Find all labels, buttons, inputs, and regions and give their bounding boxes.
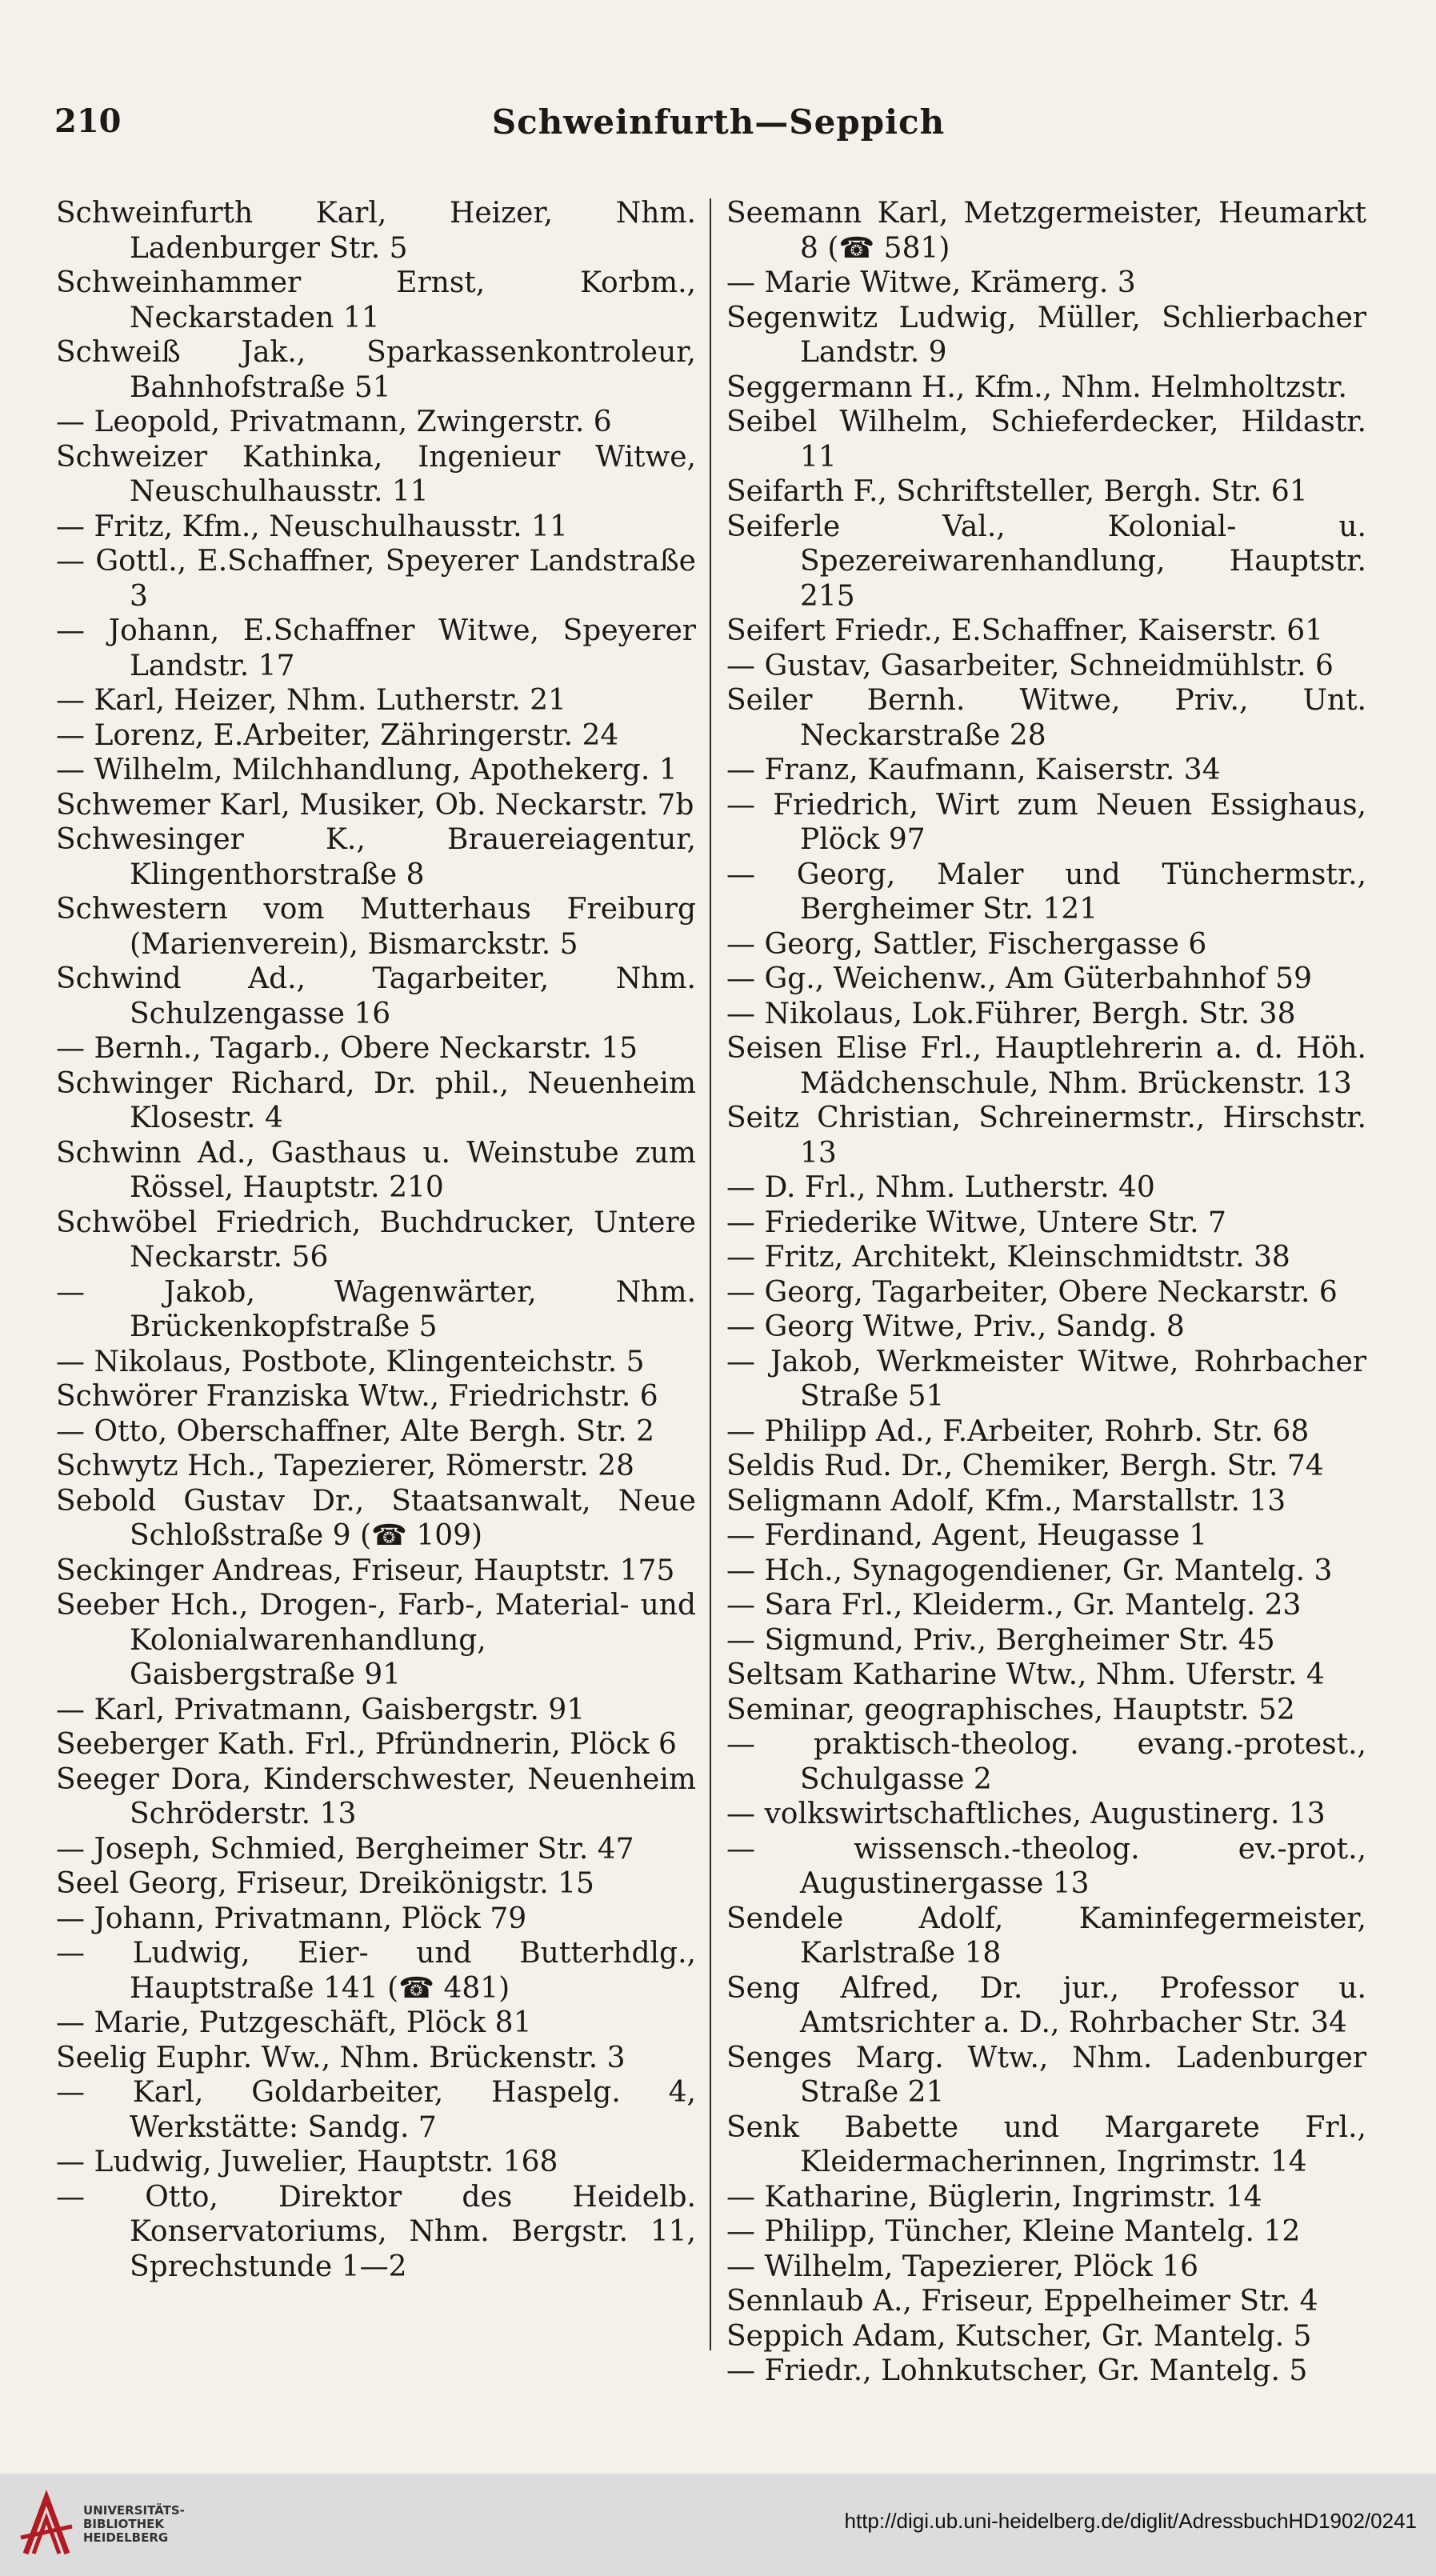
directory-entry: Sendele Adolf, Kaminfegermeister, Karlstraße 18 [726, 1902, 1366, 1970]
footer-bar [0, 2474, 1436, 2576]
directory-entry: — Sara Frl., Kleiderm., Gr. Mantelg. 23 [726, 1589, 1302, 1622]
directory-entry: — Karl, Privatmann, Gaisbergstr. 91 [56, 1693, 586, 1726]
directory-entry: Schwinger Richard, Dr. phil., Neuenheim Klosestr. 4 [56, 1066, 696, 1134]
source-url-link[interactable]: http://digi.ub.uni-heidelberg.de/diglit/AdressbuchHD1902/0241 [844, 2509, 1417, 2533]
directory-entry: — Otto, Oberschaffner, Alte Bergh. Str. 2 [56, 1414, 655, 1448]
page-number: 210 [54, 102, 122, 140]
directory-entry: — Georg Witwe, Priv., Sandg. 8 [726, 1310, 1185, 1343]
directory-entry: — Katharine, Büglerin, Ingrimstr. 14 [726, 2180, 1262, 2214]
directory-entry: — D. Frl., Nhm. Lutherstr. 40 [726, 1171, 1155, 1204]
directory-entry: — volkswirtschaftliches, Augustinerg. 13 [726, 1798, 1326, 1830]
directory-entry: — Gustav, Gasarbeiter, Schneidmühlstr. 6 [726, 649, 1334, 682]
directory-entry: — Nikolaus, Lok.Führer, Bergh. Str. 38 [726, 997, 1296, 1030]
directory-entry: — Wilhelm, Milchhandlung, Apothekerg. 1 [56, 754, 678, 786]
directory-entry: Senges Marg. Wtw., Nhm. Ladenburger Straße 21 [726, 2041, 1366, 2109]
directory-entry: Seng Alfred, Dr. jur., Professor u. Amtsrichter a. D., Rohrbacher Str. 34 [726, 1971, 1366, 2039]
directory-entry: — Friederike Witwe, Untere Str. 7 [726, 1206, 1226, 1239]
directory-entry: — Gottl., E.Schaffner, Speyerer Landstraße 3 [56, 545, 696, 613]
directory-entry: Schweinhammer Ernst, Korbm., Neckarstaden 11 [56, 266, 696, 334]
directory-entry: Senk Babette und Margarete Frl., Kleidermacherinnen, Ingrimstr. 14 [726, 2110, 1366, 2178]
running-head: Schweinfurth—Seppich [491, 102, 946, 142]
directory-entry: — Franz, Kaufmann, Kaiserstr. 34 [726, 754, 1221, 786]
library-name-line-1: UNIVERSITÄTS- [83, 2503, 185, 2518]
directory-entry: — Philipp, Tüncher, Kleine Mantelg. 12 [726, 2215, 1301, 2248]
directory-entry: Sebold Gustav Dr., Staatsanwalt, Neue Schloßstraße 9 (☎ 109) [56, 1484, 696, 1552]
directory-entry: — Ludwig, Juwelier, Hauptstr. 168 [56, 2146, 558, 2178]
directory-entry: Seeberger Kath. Frl., Pfründnerin, Plöck 6 [56, 1728, 677, 1761]
directory-entry: — Leopold, Privatmann, Zwingerstr. 6 [56, 406, 612, 438]
directory-entry: Schwöbel Friedrich, Buchdrucker, Untere Neckarstr. 56 [56, 1206, 696, 1274]
right-column [726, 196, 1366, 2389]
directory-entry: — Jakob, Werkmeister Witwe, Rohrbacher Straße 51 [726, 1345, 1366, 1413]
library-name-line-3: HEIDELBERG [83, 2530, 169, 2545]
library-name [83, 2504, 185, 2545]
directory-entry: Seiler Bernh. Witwe, Priv., Unt. Neckarstraße 28 [726, 684, 1366, 752]
directory-entry: Seeber Hch., Drogen-, Farb-, Material- und Kolonialwarenhandlung, Gaisbergstraße 91 [56, 1589, 696, 1691]
directory-entry: Schwörer Franziska Wtw., Friedrichstr. 6 [56, 1380, 658, 1413]
directory-entry: — Georg, Maler und Tünchermstr., Bergheimer Str. 121 [726, 858, 1366, 926]
directory-entry: — Friedr., Lohnkutscher, Gr. Mantelg. 5 [726, 2354, 1308, 2387]
directory-entry: — praktisch-theolog. evang.-protest., Schulgasse 2 [726, 1728, 1366, 1796]
column-divider [710, 198, 711, 2350]
directory-entry: — Georg, Tagarbeiter, Obere Neckarstr. 6 [726, 1275, 1338, 1309]
directory-entry: — Fritz, Kfm., Neuschulhausstr. 11 [56, 510, 568, 543]
directory-entry: — Friedrich, Wirt zum Neuen Essighaus, Plöck 97 [726, 788, 1366, 856]
library-name-line-2: BIBLIOTHEK [83, 2517, 164, 2531]
page-header [54, 102, 1382, 150]
directory-entry: Schwesinger K., Brauereiagentur, Klingenthorstraße 8 [56, 823, 696, 891]
directory-entry: Seggermann H., Kfm., Nhm. Helmholtzstr. [726, 370, 1347, 404]
directory-entry: — Joseph, Schmied, Bergheimer Str. 47 [56, 1832, 634, 1866]
directory-entry: Seckinger Andreas, Friseur, Hauptstr. 175 [56, 1554, 675, 1587]
directory-entry: — Lorenz, E.Arbeiter, Zähringerstr. 24 [56, 718, 619, 752]
directory-entry: — Wilhelm, Tapezierer, Plöck 16 [726, 2250, 1198, 2283]
directory-entry: Seppich Adam, Kutscher, Gr. Mantelg. 5 [726, 2319, 1312, 2353]
university-library-logo-icon [18, 2490, 75, 2560]
left-column [56, 196, 696, 2284]
directory-entry: — Marie, Putzgeschäft, Plöck 81 [56, 2006, 532, 2039]
directory-entry: Schweizer Kathinka, Ingenieur Witwe, Neuschulhausstr. 11 [56, 440, 696, 508]
directory-entry: Seligmann Adolf, Kfm., Marstallstr. 13 [726, 1484, 1286, 1518]
directory-entry: — Marie Witwe, Krämerg. 3 [726, 266, 1136, 299]
directory-entry: — Sigmund, Priv., Bergheimer Str. 45 [726, 1623, 1275, 1657]
directory-entry: Schwinn Ad., Gasthaus u. Weinstube zum Rössel, Hauptstr. 210 [56, 1136, 696, 1204]
directory-entry: Seltsam Katharine Wtw., Nhm. Uferstr. 4 [726, 1658, 1325, 1691]
directory-entry: Schweinfurth Karl, Heizer, Nhm. Ladenburger Str. 5 [56, 197, 696, 265]
directory-entry: Seiferle Val., Kolonial- u. Spezereiwarenhandlung, Hauptstr. 215 [726, 510, 1366, 613]
directory-entry: Seibel Wilhelm, Schieferdecker, Hildastr. 11 [726, 406, 1366, 474]
directory-entry: Seemann Karl, Metzgermeister, Heumarkt 8 (☎ 581) [726, 197, 1366, 265]
directory-entry: Sennlaub A., Friseur, Eppelheimer Str. 4 [726, 2285, 1318, 2318]
directory-entry: Schwind Ad., Tagarbeiter, Nhm. Schulzengasse 16 [56, 962, 696, 1030]
directory-entry: Seifert Friedr., E.Schaffner, Kaiserstr. 61 [726, 614, 1324, 647]
directory-entry: — Gg., Weichenw., Am Güterbahnhof 59 [726, 962, 1312, 995]
directory-entry: — Bernh., Tagarb., Obere Neckarstr. 15 [56, 1032, 638, 1065]
directory-entry: Schwestern vom Mutterhaus Freiburg (Marienverein), Bismarckstr. 5 [56, 893, 696, 961]
directory-entry: Seisen Elise Frl., Hauptlehrerin a. d. Höh. Mädchenschule, Nhm. Brückenstr. 13 [726, 1032, 1366, 1100]
directory-entry: Seldis Rud. Dr., Chemiker, Bergh. Str. 74 [726, 1450, 1324, 1482]
directory-entry: — Hch., Synagogendiener, Gr. Mantelg. 3 [726, 1554, 1333, 1587]
directory-entry: — Johann, E.Schaffner Witwe, Speyerer Landstr. 17 [56, 614, 696, 682]
directory-entry: — Karl, Heizer, Nhm. Lutherstr. 21 [56, 684, 566, 717]
directory-entry: — Ludwig, Eier- und Butterhdlg., Hauptstraße 141 (☎ 481) [56, 1937, 696, 2005]
directory-entry: — wissensch.-theolog. ev.-prot., Augustinergasse 13 [726, 1832, 1366, 1900]
directory-entry: Schwytz Hch., Tapezierer, Römerstr. 28 [56, 1450, 634, 1482]
directory-entry: Seeger Dora, Kinderschwester, Neuenheim Schröderstr. 13 [56, 1762, 696, 1830]
directory-entry: — Nikolaus, Postbote, Klingenteichstr. 5 [56, 1345, 645, 1378]
directory-entry: Segenwitz Ludwig, Müller, Schlierbacher Landstr. 9 [726, 301, 1366, 369]
directory-entry: Seminar, geographisches, Hauptstr. 52 [726, 1693, 1295, 1726]
directory-entry: — Johann, Privatmann, Plöck 79 [56, 1902, 527, 1935]
directory-entry: Seelig Euphr. Ww., Nhm. Brückenstr. 3 [56, 2041, 626, 2074]
directory-entry: — Otto, Direktor des Heidelb. Konservatoriums, Nhm. Bergstr. 11, Sprechstunde 1—2 [56, 2180, 696, 2283]
directory-entry: Seitz Christian, Schreinermstr., Hirschstr. 13 [726, 1102, 1366, 1170]
directory-entry: — Jakob, Wagenwärter, Nhm. Brückenkopfstraße 5 [56, 1275, 696, 1343]
directory-entry: — Georg, Sattler, Fischergasse 6 [726, 927, 1207, 961]
directory-entry: — Ferdinand, Agent, Heugasse 1 [726, 1519, 1208, 1552]
directory-entry: Seifarth F., Schriftsteller, Bergh. Str. 61 [726, 475, 1308, 508]
directory-entry: Schwemer Karl, Musiker, Ob. Neckarstr. 7b [56, 788, 694, 822]
directory-entry: Seel Georg, Friseur, Dreikönigstr. 15 [56, 1867, 594, 1900]
directory-entry: — Philipp Ad., F.Arbeiter, Rohrb. Str. 68 [726, 1414, 1310, 1448]
directory-entry: Schweiß Jak., Sparkassenkontroleur, Bahnhofstraße 51 [56, 336, 696, 404]
directory-entry: — Karl, Goldarbeiter, Haspelg. 4, Werkstätte: Sandg. 7 [56, 2076, 696, 2144]
directory-entry: — Fritz, Architekt, Kleinschmidtstr. 38 [726, 1241, 1290, 1274]
